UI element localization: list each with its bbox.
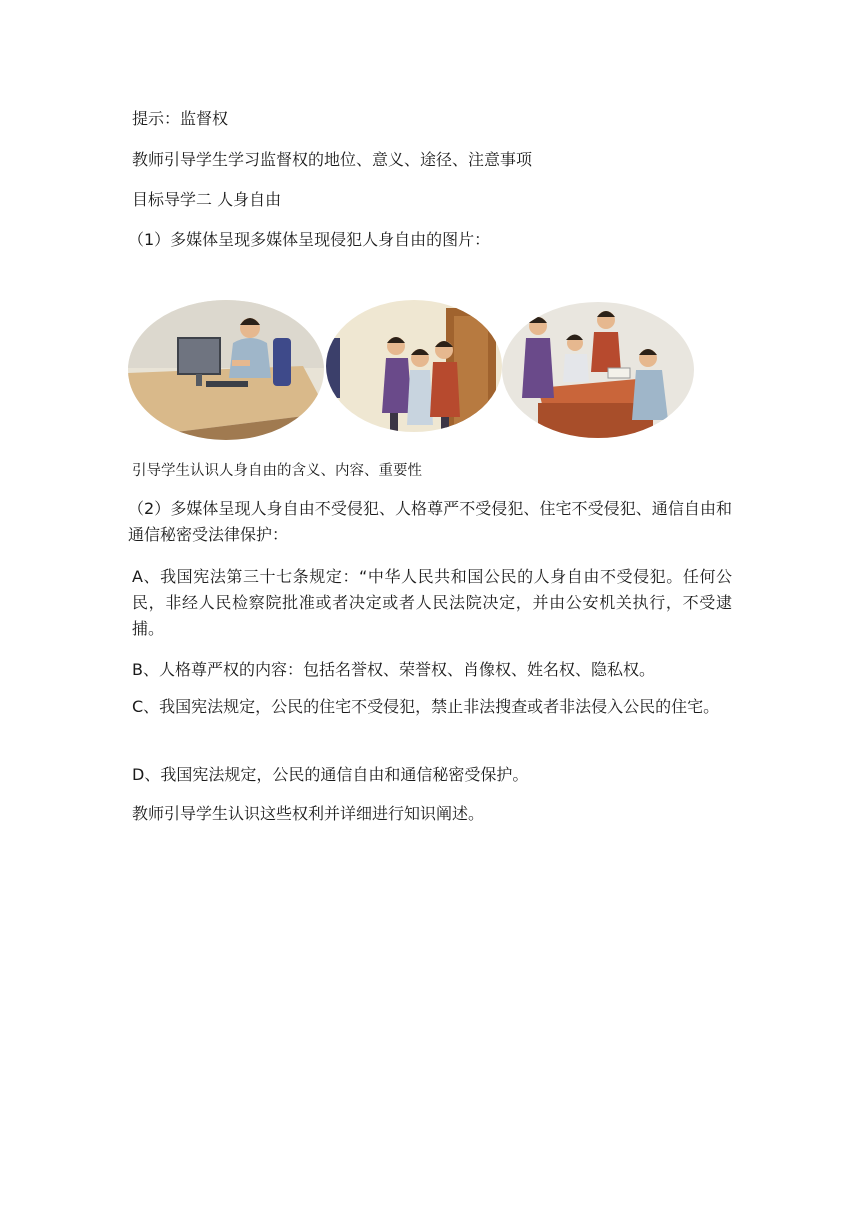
point-c: C、我国宪法规定，公民的住宅不受侵犯，禁止非法搜查或者非法侵入公民的住宅。	[132, 697, 720, 716]
section-heading: 目标导学二 人身自由	[132, 190, 282, 209]
illustration-computer-user	[128, 298, 328, 443]
personal-freedom-illustrations	[128, 298, 698, 443]
illustration-detention	[326, 298, 506, 443]
item-1: （1）多媒体呈现多媒体呈现侵犯人身自由的图片：	[128, 230, 491, 249]
point-b: B、人格尊严权的内容：包括名誉权、荣誉权、肖像权、姓名权、隐私权。	[132, 660, 655, 679]
teacher-summary-line: 教师引导学生认识这些权利并详细进行知识阐述。	[132, 804, 485, 823]
illustration-strip	[128, 298, 698, 443]
hint-line: 提示：监督权	[132, 109, 229, 128]
point-a: A、我国宪法第三十七条规定：“中华人民共和国公民的人身自由不受侵犯。任何公民，非经人民检察院批准或者决定或者人民法院决定，并由公安机关执行，不受逮捕。	[132, 567, 732, 638]
point-d: D、我国宪法规定，公民的通信自由和通信秘密受保护。	[132, 765, 529, 784]
item-2: （2）多媒体呈现人身自由不受侵犯、人格尊严不受侵犯、住宅不受侵犯、通信自由和通信秘密受法律保护：	[128, 499, 732, 544]
illustration-interrogation	[500, 298, 698, 443]
teacher-guide-line: 教师引导学生学习监督权的地位、意义、途径、注意事项	[132, 150, 533, 169]
image-caption: 引导学生认识人身自由的含义、内容、重要性	[132, 463, 422, 479]
